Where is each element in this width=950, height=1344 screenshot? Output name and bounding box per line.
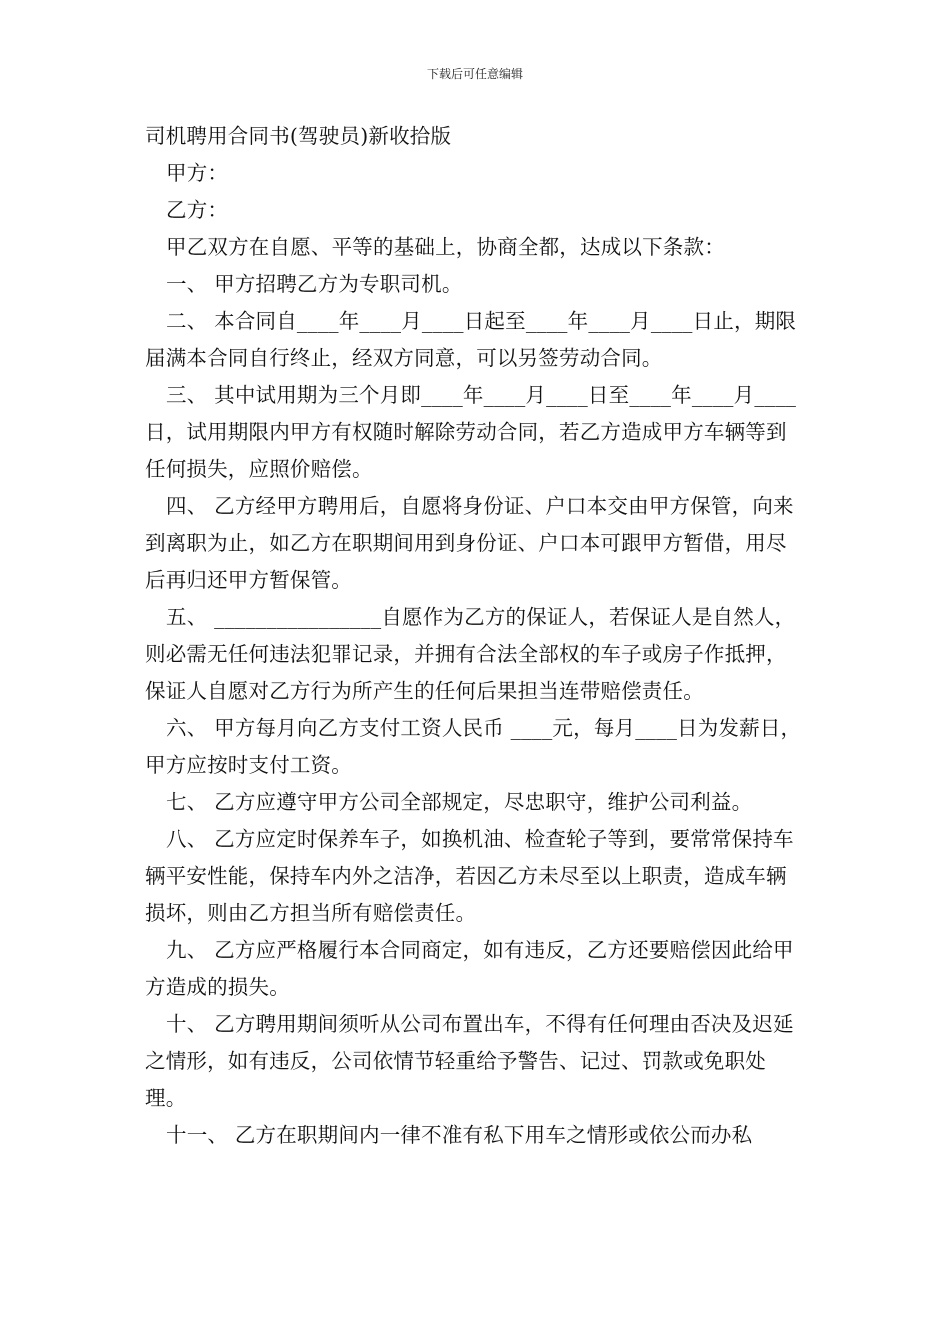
clause-1: 一、 甲方招聘乙方为专职司机。 [166, 272, 463, 296]
page-header: 下载后可任意编辑 [426, 67, 523, 81]
clause-7: 七、 乙方应遵守甲方公司全部规定，尽忠职守，维护公司利益。 [166, 790, 753, 814]
party-b-line: 乙方： [166, 198, 229, 222]
clause-5: 五、 ________________自愿作为乙方的保证人，若保证人是自然人，则必需无任何违法犯罪记录，并拥有合法全部权的车子或房子作抵押，保证人自愿对乙方行为所产生的任何后果担当连带赔偿责任。 [145, 605, 796, 703]
clause-2: 二、 本合同自____年____月____日起至____年____月____日止，期限届满本合同自行终止，经双方同意，可以另签劳动合同。 [145, 309, 797, 370]
party-a-line: 甲方： [166, 161, 229, 185]
clause-3: 三、 其中试用期为三个月即____年____月____日至____年____月____日，试用期限内甲方有权随时解除劳动合同，若乙方造成甲方车辆等到任何损失，应照价赔偿。 [145, 383, 797, 481]
document-title: 司机聘用合同书(驾驶员)新收拾版 [145, 124, 452, 148]
intro-paragraph: 甲乙双方在自愿、平等的基础上，协商全都，达成以下条款： [166, 235, 725, 259]
clause-6: 六、 甲方每月向乙方支付工资人民币 ____元，每月____日为发薪日，甲方应按时支付工资。 [145, 716, 802, 777]
contract-body [145, 118, 807, 1154]
clause-10: 十、 乙方聘用期间须听从公司布置出车，不得有任何理由否决及迟延之情形，如有违反，公司依情节轻重给予警告、记过、罚款或免职处理。 [145, 1012, 794, 1110]
clause-11: 十一、 乙方在职期间内一律不准有私下用车之情形或依公而办私 [166, 1123, 753, 1147]
clause-8: 八、 乙方应定时保养车子，如换机油、检查轮子等到，要常常保持车辆平安性能，保持车内外之洁净，若因乙方未尽至以上职责，造成车辆损坏，则由乙方担当所有赔偿责任。 [145, 827, 794, 925]
clause-4: 四、 乙方经甲方聘用后，自愿将身份证、户口本交由甲方保管，向来到离职为止，如乙方在职期间用到身份证、户口本可跟甲方暂借，用尽后再归还甲方暂保管。 [145, 494, 794, 592]
clause-9: 九、 乙方应严格履行本合同商定，如有违反，乙方还要赔偿因此给甲方造成的损失。 [145, 938, 794, 999]
